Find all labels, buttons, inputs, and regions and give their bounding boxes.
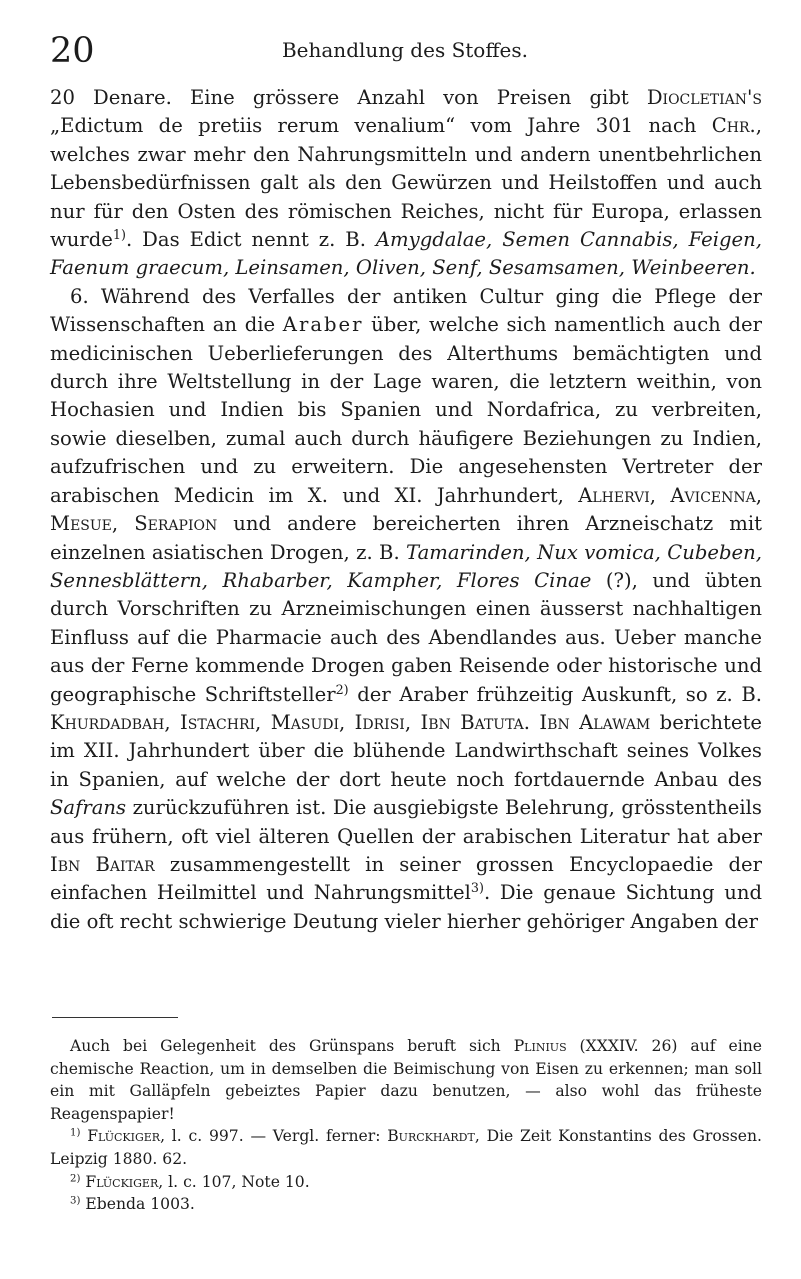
footnote-marker: 3) [470, 881, 484, 897]
footnote [50, 1193, 762, 1216]
footnotes [50, 1035, 762, 1216]
text-run: „Edictum de pretiis rerum venalium“ vom Jahre 301 nach [50, 114, 712, 138]
text-run: , welches zwar mehr den Nahrungsmitteln und andern unentbehrlichen Lebensbedürfnissen galt als den Gewürzen und Heilstoffen und auch nur für den Osten des römischen Reiches, nicht für Europa, erlassen wurde [50, 114, 762, 252]
author-name: Alhervi [578, 483, 650, 507]
text-run: (XXXIV. 26) auf eine chemische Reaction, um in demselben die Beimischung von Eisen zu erkennen; man soll ein mit Galläpfeln gebeiztes Papier dazu benutzen, — also wohl das früheste Reagenspapier! [50, 1037, 762, 1123]
paragraph [50, 283, 762, 936]
text-run: zurückzuführen ist. Die ausgiebigste Belehrung, grösstentheils aus frühern, oft viel älteren Quellen der arabischen Literatur hat aber [50, 796, 762, 848]
text-run: , l. c. 997. — Vergl. ferner: [160, 1127, 388, 1146]
text-run: Auch bei Gelegenheit des Grünspans beruft sich [70, 1037, 514, 1055]
main-text [50, 84, 762, 936]
author-name: Ibn Alawam [539, 710, 651, 734]
author-name: Khurdadbah [50, 710, 165, 734]
author-name: Burckhardt [387, 1127, 475, 1146]
author-name: Flückiger [85, 1172, 159, 1191]
text-run: , l. c. 107, Note 10. [158, 1172, 310, 1191]
footnote-marker: 2) [335, 682, 349, 698]
spaced-emphasis: Araber [282, 313, 364, 337]
author-name: Istachri [180, 710, 256, 734]
text-run: der Araber frühzeitig Auskunft, so z. B. [348, 682, 762, 706]
page-number: 20 [50, 31, 95, 71]
running-title: Behandlung des Stoffes. [281, 38, 529, 62]
text-run: , [755, 483, 762, 507]
italic-term: Tamarinden, Nux vomica, Cubeben, Sennesblättern, Rhabarber, Kampher, Flores Cinae [50, 540, 762, 592]
page-header [50, 31, 760, 71]
text-run: 6. Während des Verfalles der antiken Cultur ging die Pflege der Wissenschaften an die [50, 284, 762, 337]
footnote-marker: 2) [70, 1173, 81, 1184]
paragraph [50, 84, 762, 283]
author-name: Flückiger [87, 1127, 161, 1146]
footnote [50, 1035, 762, 1125]
text-run: zusammengestellt in seiner grossen Encyclopaedie der einfachen Heilmittel und Nahrungsmittel [50, 852, 762, 905]
text-run: . Die genaue Sichtung und die oft recht schwierige Deutung vieler hierher gehöriger Angaben der [50, 881, 762, 933]
text-run: , Die Zeit Konstantins des Grossen. Leipzig 1880. 62. [50, 1127, 762, 1168]
text-run: über, welche sich namentlich auch der medicinischen Ueberlieferungen des Alterthums bemächtigten und durch ihre Weltstellung in der Lage waren, die letztern weithin, von Hochasien und Indien bis Spanien und Nordafrica, zu verbreiten, sowie dieselben, zumal auch durch häufigere Beziehungen zu Indien, aufzufrischen und zu erweitern. Die angesehensten Vertreter der arabischen Medicin im X. und XI. Jahrhundert, [50, 313, 762, 507]
italic-term: Amygdalae, Semen Cannabis, Feigen, Faenum graecum, Leinsamen, Oliven, Senf, Sesamsamen, Weinbeeren. [50, 228, 762, 280]
footnote-marker: 1) [70, 1127, 81, 1139]
text-run: , [255, 710, 271, 734]
text-run: Ebenda 1003. [80, 1195, 195, 1214]
author-name: Masudi [270, 710, 340, 734]
footnote-marker: 3) [70, 1195, 81, 1207]
text-run: und andere bereicherten ihren Arzneischatz mit einzelnen asiatischen Drogen, z. B. [50, 512, 762, 564]
author-name: Ibn Baitar [50, 852, 155, 876]
footnote [50, 1125, 762, 1170]
text-run: . [523, 710, 540, 734]
author-name: Idrisi [354, 710, 405, 734]
author-name: Ibn Batuta [420, 710, 524, 734]
author-name: Serapion [134, 512, 218, 536]
author-name: Avicenna [670, 483, 756, 507]
text-run: (?), und übten durch Vorschriften zu Arzneimischungen einen äusserst nachhaltigen Einfluss auf die Pharmacie auch des Abendlandes aus. Ueber manche aus der Ferne kommende Drogen gaben Reisende oder historische und geographische Schriftsteller [50, 568, 762, 706]
author-name: Diocletian's [646, 86, 762, 109]
text-run: , [111, 512, 135, 536]
text-run: , [404, 710, 421, 734]
text-run: . Das Edict nennt z. B. [125, 228, 376, 252]
text-run: , [339, 710, 355, 734]
text-run: , [164, 710, 181, 734]
author-name: Mesue [50, 512, 112, 536]
text-run: , [649, 483, 671, 507]
footnote-separator [52, 1017, 178, 1018]
footnote [50, 1171, 762, 1194]
text-run: 20 Denare. Eine grössere Anzahl von Preisen gibt [50, 86, 647, 109]
footnote-marker: 1) [112, 228, 126, 244]
italic-term: Safrans [50, 796, 127, 820]
author-name: Plinius [513, 1037, 567, 1055]
text-run: berichtete im XII. Jahrhundert über die blühende Landwirthschaft seines Volkes in Spanien, auf welche der dort heute noch fortdauernde Anbau des [50, 710, 762, 791]
author-name: Chr. [711, 114, 756, 138]
